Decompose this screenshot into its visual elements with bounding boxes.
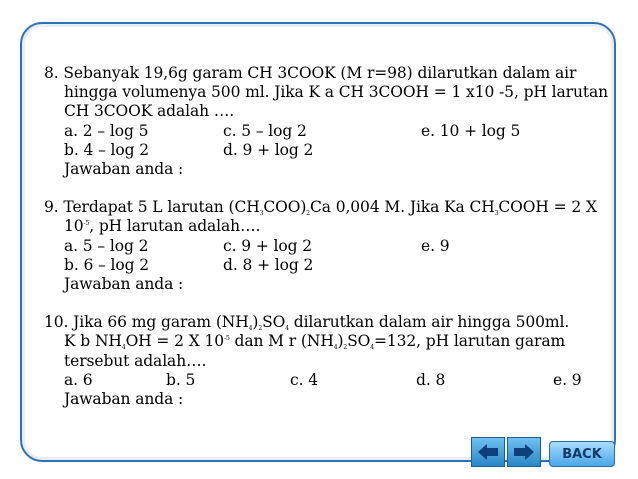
q8-answer-label: Jawaban anda : <box>64 160 184 179</box>
q9-option-e[interactable]: e. 9 <box>421 236 450 255</box>
q9-text-2: COO) <box>263 198 307 217</box>
q10-text-3: SO <box>262 313 286 332</box>
q9-text-5: 10 <box>64 217 84 236</box>
q10-k-text-3: dan M r (NH <box>229 332 334 351</box>
q10-option-e[interactable]: e. 9 <box>553 370 582 389</box>
q9-sub-3: 3 <box>494 210 499 218</box>
q8-line-1: 8. Sebanyak 19,6g garam CH 3COOK (M r=98) dilarutkan dalam air <box>44 64 577 82</box>
q10-option-b[interactable]: b. 5 <box>166 370 196 389</box>
q10-line-2 <box>44 332 604 351</box>
arrow-right-icon <box>513 443 535 461</box>
q10-k-sub-3: 2 <box>343 344 348 352</box>
q10-sub-2: 2 <box>258 325 263 333</box>
q9-option-d[interactable]: d. 8 + log 2 <box>223 255 314 274</box>
q10-option-d[interactable]: d. 8 <box>416 370 446 389</box>
prev-button[interactable] <box>471 437 505 467</box>
q10-text-2: ) <box>252 313 259 332</box>
q10-answer-label: Jawaban anda : <box>64 390 184 409</box>
q8-option-e[interactable]: e. 10 + log 5 <box>421 121 521 140</box>
q10-option-a[interactable]: a. 6 <box>64 370 93 389</box>
q10-k-sub-1: 4 <box>121 344 126 352</box>
q9-sub-2: 2 <box>306 210 310 218</box>
question-9 <box>44 198 604 294</box>
q10-options-row <box>44 371 604 390</box>
q9-text-3: Ca 0,004 M. Jika Ka CH <box>309 198 495 217</box>
q10-line-3: tersebut adalah…. <box>64 351 207 370</box>
q8-options-row-2 <box>44 141 604 160</box>
q9-answer-label: Jawaban anda : <box>64 275 184 294</box>
q9-text-6: , pH larutan adalah…. <box>89 217 261 236</box>
question-list <box>44 64 609 409</box>
q10-line-1 <box>44 313 604 332</box>
back-button[interactable]: BACK <box>549 441 615 467</box>
q9-text-4: COOH = 2 X <box>498 198 597 217</box>
q10-k-sup: -5 <box>224 335 230 343</box>
q10-k-text-1: K b NH <box>64 332 122 351</box>
q10-k-text-4: ) <box>337 332 344 351</box>
q8-option-a[interactable]: a. 2 – log 5 <box>64 121 149 140</box>
q9-option-b[interactable]: b. 6 – log 2 <box>64 255 150 274</box>
q10-text-4: dilarutkan dalam air hingga 500ml. <box>288 313 570 332</box>
q9-sup-1: -5 <box>83 220 90 228</box>
q8-option-d[interactable]: d. 9 + log 2 <box>223 140 314 159</box>
q10-k-text-5: SO <box>347 332 371 351</box>
q8-line-2: hingga volumenya 500 ml. Jika K a CH 3COOH = 1 x10 -5, pH larutan <box>64 83 609 102</box>
q9-options-row-1 <box>44 237 604 256</box>
q10-k-sub-4: 4 <box>370 344 374 352</box>
q9-text-1: 9. Terdapat 5 L larutan (CH <box>44 198 260 217</box>
q9-line-1 <box>44 198 604 217</box>
q8-option-c[interactable]: c. 5 – log 2 <box>223 121 307 140</box>
q8-options-row-1 <box>44 122 604 141</box>
q9-option-a[interactable]: a. 5 – log 2 <box>64 236 149 255</box>
q10-k-text-6: =132, pH larutan garam <box>373 332 566 351</box>
q8-option-b[interactable]: b. 4 – log 2 <box>64 140 150 159</box>
q9-options-row-2 <box>44 256 604 275</box>
question-8 <box>44 64 609 179</box>
next-button[interactable] <box>507 437 541 467</box>
q10-option-c[interactable]: c. 4 <box>290 370 318 389</box>
q10-sub-1: 4 <box>248 325 253 333</box>
q10-k-text-2: OH = 2 X 10 <box>125 332 225 351</box>
q9-line-2 <box>44 217 604 236</box>
q10-text-1: 10. Jika 66 mg garam (NH <box>44 313 249 332</box>
q8-line-3: CH 3COOK adalah …. <box>64 102 235 121</box>
q9-option-c[interactable]: c. 9 + log 2 <box>223 236 313 255</box>
q10-k-sub-2: 4 <box>333 344 338 352</box>
q9-sub-1: 3 <box>259 210 264 218</box>
arrow-left-icon <box>477 443 499 461</box>
question-10 <box>44 313 604 409</box>
q10-sub-3: 4 <box>285 325 289 333</box>
